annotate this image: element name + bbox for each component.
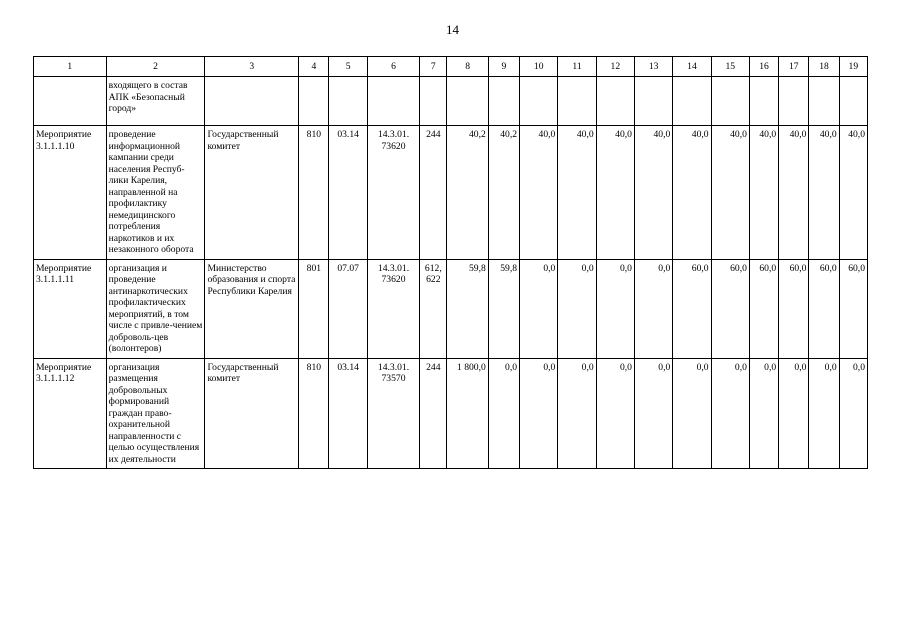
column-header: 9 — [488, 57, 519, 77]
activity-id-cell: Мероприятие 3.1.1.1.10 — [34, 126, 107, 260]
column-header: 6 — [367, 57, 419, 77]
column-header: 10 — [520, 57, 558, 77]
value-cell: 0,0 — [596, 358, 634, 469]
value-cell: 60,0 — [673, 259, 711, 358]
value-cell: 0,0 — [749, 358, 778, 469]
table-row — [34, 77, 868, 126]
page-number: 14 — [446, 22, 459, 37]
section-cell: 03.14 — [329, 358, 367, 469]
value-cell: 0,0 — [839, 358, 867, 469]
value-cell: 0,0 — [520, 259, 558, 358]
value-cell: 40,0 — [839, 126, 867, 260]
value-cell: 60,0 — [749, 259, 778, 358]
value-cell — [809, 77, 839, 126]
value-cell: 0,0 — [520, 358, 558, 469]
code-cell — [299, 77, 329, 126]
value-cell: 0,0 — [488, 358, 519, 469]
expense-type-cell: 244 — [420, 126, 447, 260]
activity-id-cell: Мероприятие 3.1.1.1.12 — [34, 358, 107, 469]
value-cell — [749, 77, 778, 126]
value-cell: 40,2 — [447, 126, 488, 260]
column-header: 13 — [634, 57, 672, 77]
column-header: 3 — [205, 57, 299, 77]
executor-cell: Государственный комитет — [205, 358, 299, 469]
activity-description-cell: проведение информационной кампании среди населения Респуб-лики Карелия, направленной на профилактику немедицинского потребления наркотиков и их незаконного оборота — [106, 126, 205, 260]
value-cell: 60,0 — [839, 259, 867, 358]
table-row — [34, 259, 868, 358]
value-cell: 0,0 — [596, 259, 634, 358]
code-cell: 801 — [299, 259, 329, 358]
column-number-row — [34, 57, 868, 77]
value-cell: 60,0 — [809, 259, 839, 358]
column-header: 14 — [673, 57, 711, 77]
executor-cell: Государственный комитет — [205, 126, 299, 260]
value-cell: 40,0 — [520, 126, 558, 260]
code-cell: 810 — [299, 358, 329, 469]
value-cell: 40,0 — [749, 126, 778, 260]
code-cell: 810 — [299, 126, 329, 260]
activity-id-cell — [34, 77, 107, 126]
target-article-cell: 14.3.01. 73620 — [367, 259, 419, 358]
column-header: 18 — [809, 57, 839, 77]
activity-description-cell: входящего в состав АПК «Безопасный город» — [106, 77, 205, 126]
executor-cell — [205, 77, 299, 126]
column-header: 5 — [329, 57, 367, 77]
value-cell: 40,2 — [488, 126, 519, 260]
activity-description-cell: организация размещения добровольных формирований граждан право-охранительной направленности с целью осуществления их деятельности — [106, 358, 205, 469]
table-row — [34, 126, 868, 260]
value-cell — [711, 77, 749, 126]
value-cell: 40,0 — [558, 126, 596, 260]
value-cell: 40,0 — [711, 126, 749, 260]
value-cell: 0,0 — [634, 259, 672, 358]
column-header: 15 — [711, 57, 749, 77]
section-cell: 03.14 — [329, 126, 367, 260]
value-cell — [596, 77, 634, 126]
section-cell — [329, 77, 367, 126]
value-cell: 1 800,0 — [447, 358, 488, 469]
column-header: 8 — [447, 57, 488, 77]
value-cell — [634, 77, 672, 126]
column-header: 17 — [779, 57, 809, 77]
column-header: 1 — [34, 57, 107, 77]
value-cell: 0,0 — [558, 358, 596, 469]
activity-id-cell: Мероприятие 3.1.1.1.11 — [34, 259, 107, 358]
value-cell: 40,0 — [809, 126, 839, 260]
section-cell: 07.07 — [329, 259, 367, 358]
value-cell — [839, 77, 867, 126]
column-header: 11 — [558, 57, 596, 77]
executor-cell: Министерство образования и спорта Республики Карелия — [205, 259, 299, 358]
column-header: 4 — [299, 57, 329, 77]
column-header: 12 — [596, 57, 634, 77]
value-cell: 0,0 — [711, 358, 749, 469]
expense-type-cell: 612, 622 — [420, 259, 447, 358]
value-cell — [488, 77, 519, 126]
value-cell: 40,0 — [673, 126, 711, 260]
value-cell: 60,0 — [711, 259, 749, 358]
column-header: 16 — [749, 57, 778, 77]
value-cell: 40,0 — [596, 126, 634, 260]
value-cell — [447, 77, 488, 126]
column-header: 19 — [839, 57, 867, 77]
value-cell — [779, 77, 809, 126]
value-cell: 0,0 — [779, 358, 809, 469]
value-cell: 0,0 — [558, 259, 596, 358]
expense-type-cell: 244 — [420, 358, 447, 469]
activity-description-cell: организация и проведение антинаркотических профилактических мероприятий, в том числе с привле-чением доброволь-цев (волонтеров) — [106, 259, 205, 358]
value-cell: 0,0 — [809, 358, 839, 469]
value-cell — [673, 77, 711, 126]
target-article-cell: 14.3.01. 73570 — [367, 358, 419, 469]
value-cell: 59,8 — [488, 259, 519, 358]
value-cell — [520, 77, 558, 126]
value-cell: 40,0 — [779, 126, 809, 260]
table-row — [34, 358, 868, 469]
expense-type-cell — [420, 77, 447, 126]
target-article-cell: 14.3.01. 73620 — [367, 126, 419, 260]
value-cell: 40,0 — [634, 126, 672, 260]
value-cell: 0,0 — [673, 358, 711, 469]
value-cell: 60,0 — [779, 259, 809, 358]
target-article-cell — [367, 77, 419, 126]
value-cell — [558, 77, 596, 126]
budget-table — [33, 56, 868, 469]
column-header: 2 — [106, 57, 205, 77]
column-header: 7 — [420, 57, 447, 77]
value-cell: 0,0 — [634, 358, 672, 469]
value-cell: 59,8 — [447, 259, 488, 358]
